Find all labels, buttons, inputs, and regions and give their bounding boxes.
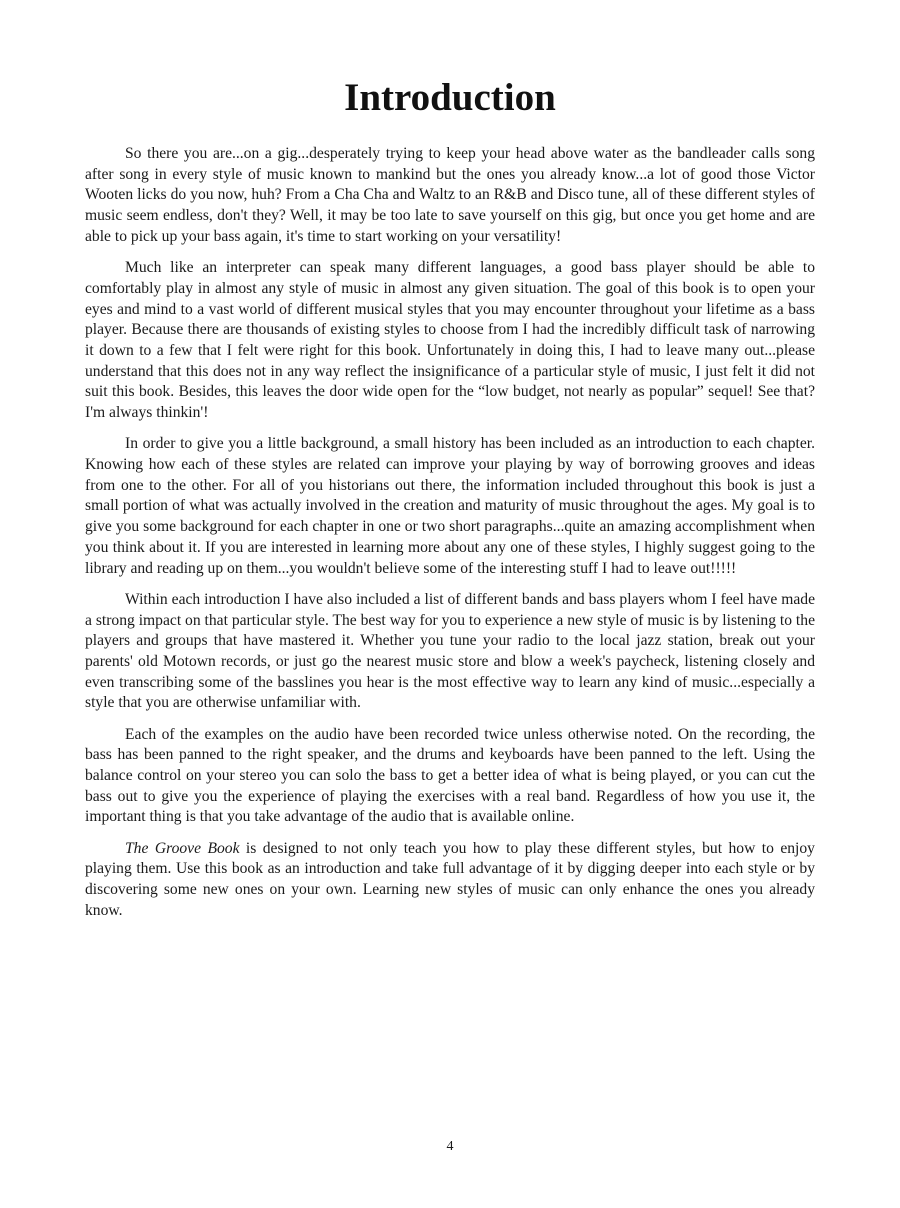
body-text <box>85 144 815 932</box>
page-number: 4 <box>446 1139 454 1154</box>
paragraph-text: Within each introduction I have also included a list of different bands and bass players whom I feel have made a strong impact on that particular style. The best way for you to experience a new style of music is by listening to the players and groups that have mastered it. Whether you tune your radio to the local jazz station, break out your parents' old Motown records, or just go the nearest music store and blow a week's paycheck, listening closely and even transcribing some of the basslines you hear is the most effective way to learn any kind of music...especially a style that you are otherwise unfamiliar with. <box>85 590 815 712</box>
book-title-italic: The Groove Book <box>125 839 240 857</box>
paragraph-5 <box>85 725 815 829</box>
page-title: Introduction <box>344 76 556 119</box>
paragraph-text: Much like an interpreter can speak many different languages, a good bass player should be able to comfortably play in almost any style of music in almost any given situation. The goal of this book is to open your eyes and mind to a vast world of different musical styles that you may encounter throughout your lifetime as a bass player. Because there are thousands of existing styles to choose from I had the incredibly difficult task of narrowing it down to a few that I felt were right for this book. Unfortunately in doing this, I had to leave many out...please understand that this does not in any way reflect the insignificance of a particular style of music, I just felt it did not suit this book. Besides, this leaves the door wide open for the “low budget, not nearly as popular” sequel! See that? I'm always thinkin'! <box>85 259 815 422</box>
paragraph-text: So there you are...on a gig...desperately trying to keep your head above water as the bandleader calls song after song in every style of music known to mankind but the ones you already know...a lot of good those Victor Wooten licks do you now, huh? From a Cha Cha and Waltz to an R&B and Disco tune, all of these different styles of music seem endless, don't they? Well, it may be too late to save yourself on this gig, but once you get home and are able to pick up your bass again, it's time to start working on your versatility! <box>85 145 815 245</box>
paragraph-text: is designed to not only teach you how to play these different styles, but how to enjoy playing them. Use this book as an introduction and take full advantage of it by digging deeper into each style or by discovering some new ones on your own. Learning new styles of music can only enhance the ones you already know. <box>85 839 815 919</box>
paragraph-3 <box>85 434 815 579</box>
paragraph-text: In order to give you a little background, a small history has been included as an introduction to each chapter. Knowing how each of these styles are related can improve your playing by way of borrowing grooves and ideas from one to the other. For all of you historians out there, the information included throughout this book is just a small portion of what was actually involved in the creation and maturity of music throughout the ages. My goal is to give you some background for each chapter in one or two short paragraphs...quite an amazing accomplishment when you think about it. If you are interested in learning more about any one of these styles, I highly suggest going to the library and reading up on them...you wouldn't believe some of the interesting stuff I had to leave out!!!!! <box>85 435 815 577</box>
paragraph-1 <box>85 144 815 248</box>
paragraph-text: Each of the examples on the audio have been recorded twice unless otherwise noted. On the recording, the bass has been panned to the right speaker, and the drums and keyboards have been panned to the left. Using the balance control on your stereo you can solo the bass to get a better idea of what is being played, or you can cut the bass out to give you the experience of playing the exercises with a real band. Regardless of how you use it, the important thing is that you take advantage of the audio that is available online. <box>85 725 815 826</box>
paragraph-6 <box>85 839 815 922</box>
paragraph-2 <box>85 258 815 424</box>
paragraph-4 <box>85 590 815 714</box>
